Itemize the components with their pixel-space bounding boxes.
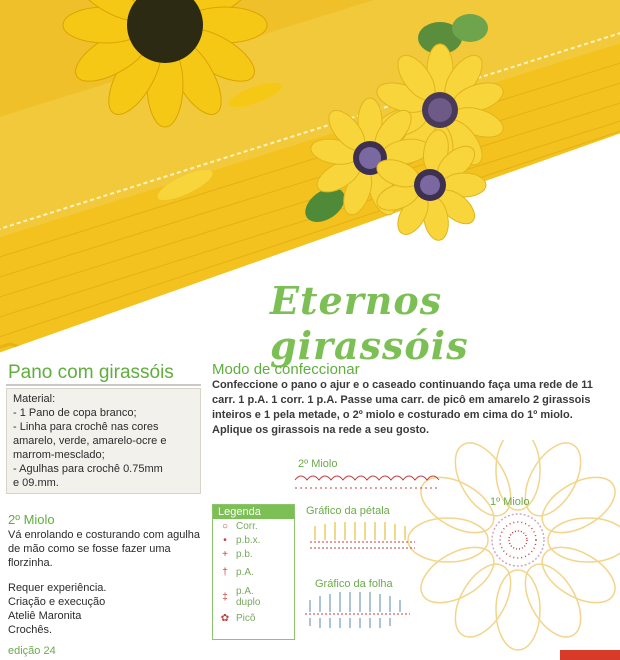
instructions-heading: Modo de confeccionar xyxy=(212,361,360,378)
page-corner-tab xyxy=(560,650,620,660)
single-crochet-icon: + xyxy=(222,548,228,560)
legend-title: Legenda xyxy=(213,505,294,519)
divider xyxy=(6,384,201,386)
miolo2-diagram-label: 2º Miolo xyxy=(298,458,338,470)
materials-box xyxy=(6,388,201,494)
treble-crochet-icon: ‡ xyxy=(222,591,228,603)
legend-label: p.b.x. xyxy=(236,534,261,546)
double-crochet-icon: † xyxy=(222,566,228,578)
materials-line: - Linha para crochê nas cores xyxy=(13,421,159,433)
instructions-text: Confeccione o pano o ajur e o caseado continuando faça uma rede de 11 carr. 1 p.A. 1 corr. 1 p.A. Passe uma carr. de picô em amarelo 2 girassois inteiros e 1 pela metade, o 2º miolo e costurado em cima do 1º miolo. Aplique os girassois na rede a seu gosto. xyxy=(212,379,593,436)
legend-label: Corr. xyxy=(236,520,258,532)
legend-label: Picô xyxy=(236,612,256,624)
materials-line: - 1 Pano de copa branco; xyxy=(13,407,137,419)
materials-line: - Agulhas para crochê 0.75mm xyxy=(13,463,163,475)
legend-item xyxy=(213,533,294,547)
miolo2-diagram xyxy=(295,476,440,488)
picot-icon: ✿ xyxy=(220,612,230,624)
legend-item xyxy=(213,547,294,561)
materials-line: marrom-mesclado; xyxy=(13,449,105,461)
legend-label: p.b. xyxy=(236,548,253,560)
miolo2-instructions: Vá enrolando e costurando com agulha de mão como se fosse fazer uma florzinha. xyxy=(8,529,201,569)
legend-label: p.A. duplo xyxy=(236,586,261,608)
legend-label: p.A. xyxy=(236,566,254,578)
miolo2-heading: 2º Miolo xyxy=(8,512,55,527)
legend-item xyxy=(213,561,294,583)
credits xyxy=(8,581,106,637)
credits-line: Criação e execução xyxy=(8,596,106,608)
project-heading: Pano com girassóis xyxy=(8,362,174,383)
crochet-diagrams xyxy=(290,440,620,660)
petal-chart-label: Gráfico da pétala xyxy=(306,505,390,517)
legend-item xyxy=(213,519,294,533)
miolo1-diagram-label: 1º Miolo xyxy=(490,496,530,508)
materials-line: e 09.mm. xyxy=(13,477,59,489)
legend-item xyxy=(213,611,294,625)
materials-line: amarelo, verde, amarelo-ocre e xyxy=(13,435,167,447)
legend-item xyxy=(213,583,294,611)
materials-line: Material: xyxy=(13,393,56,405)
petal-flower-diagram xyxy=(408,440,620,650)
petal-chart xyxy=(310,522,415,548)
chain-stitch-icon: ○ xyxy=(221,520,229,532)
page-title: Eternos girassóis xyxy=(270,278,469,368)
credits-line: Crochês. xyxy=(8,624,53,636)
leaf-chart xyxy=(305,592,410,628)
slip-stitch-icon: • xyxy=(223,534,227,546)
edition-label: edição 24 xyxy=(8,645,56,657)
credits-line: Ateliê Maronita xyxy=(8,610,82,622)
legend-box xyxy=(212,504,295,640)
leaf-chart-label: Gráfico da folha xyxy=(315,578,393,590)
credits-line: Requer experiência. xyxy=(8,582,107,594)
